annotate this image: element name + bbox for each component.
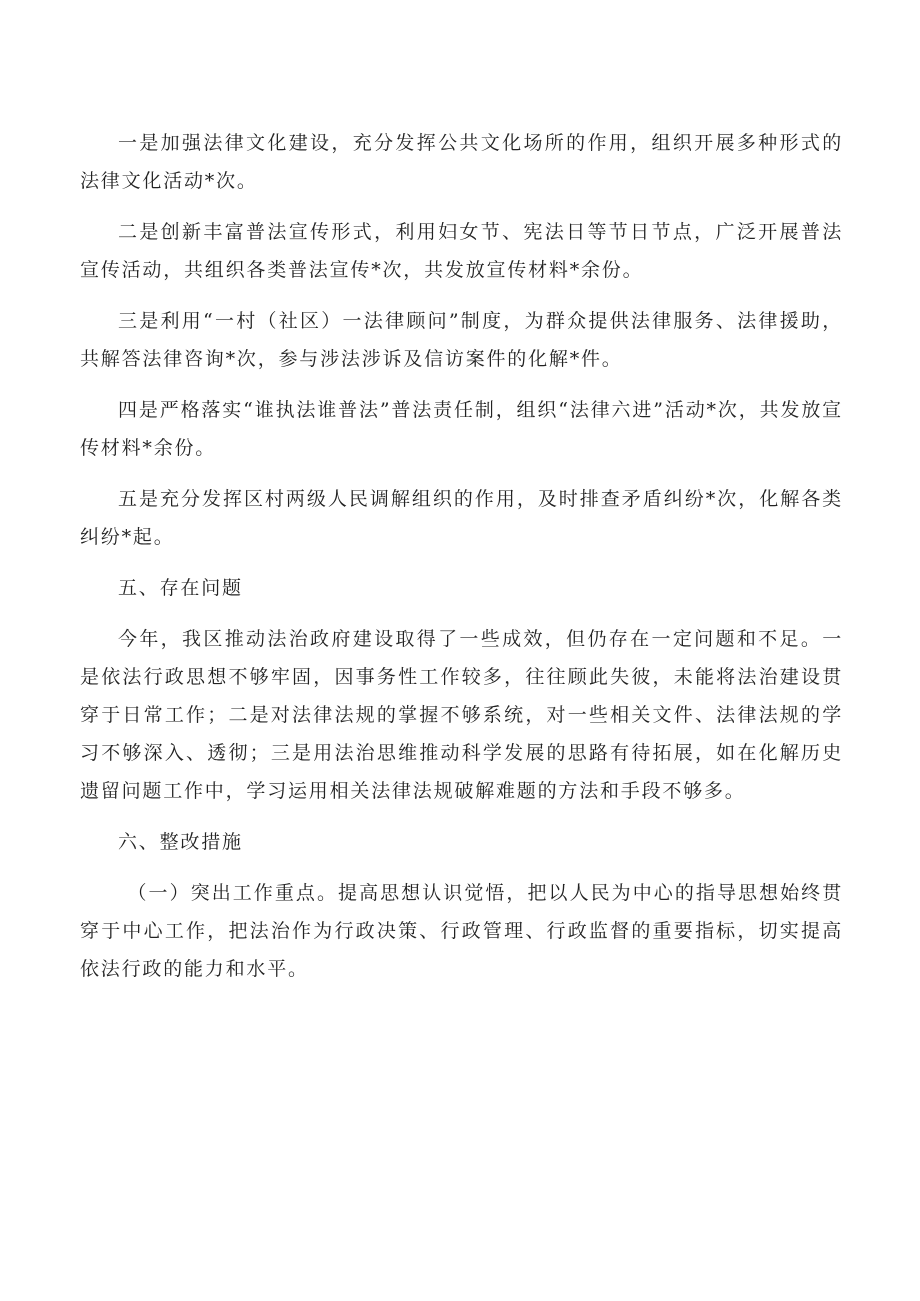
paragraph-rectification-item-1: （一）突出工作重点。提高思想认识觉悟，把以人民为中心的指导思想始终贯穿于中心工作，把法治作为行政决策、行政管理、行政监督的重要指标，切实提高依法行政的能力和水平。 xyxy=(80,882,843,980)
paragraph-legal-culture: 一是加强法律文化建设，充分发挥公共文化场所的作用，组织开展多种形式的法律文化活动*次。 xyxy=(80,132,843,192)
paragraph-mediation: 五是充分发挥区村两级人民调解组织的作用，及时排查矛盾纠纷*次，化解各类纠纷*起。 xyxy=(80,488,843,548)
section-heading-rectification: 六、整改措施 xyxy=(118,831,243,853)
section-heading-problems: 五、存在问题 xyxy=(118,577,243,599)
paragraph-responsibility-system: 四是严格落实“谁执法谁普法”普法责任制，组织“法律六进”活动*次，共发放宣传材料*余份。 xyxy=(80,399,843,459)
paragraph-publicity-forms: 二是创新丰富普法宣传形式，利用妇女节、宪法日等节日节点，广泛开展普法宣传活动，共组织各类普法宣传*次，共发放宣传材料*余份。 xyxy=(80,221,843,281)
paragraph-problems: 今年，我区推动法治政府建设取得了一些成效，但仍存在一定问题和不足。一是依法行政思想不够牢固，因事务性工作较多，往往顾此失彼，未能将法治建设贯穿于日常工作；二是对法律法规的掌握不够系统，对一些相关文件、法律法规的学习不够深入、透彻；三是用法治思维推动科学发展的思路有待拓展，如在化解历史遗留问题工作中，学习运用相关法律法规破解难题的方法和手段不够多。 xyxy=(80,628,843,802)
document-body xyxy=(80,124,843,1001)
paragraph-legal-advisor: 三是利用“一村（社区）一法律顾问”制度，为群众提供法律服务、法律援助，共解答法律咨询*次，参与涉法涉诉及信访案件的化解*件。 xyxy=(80,310,843,370)
